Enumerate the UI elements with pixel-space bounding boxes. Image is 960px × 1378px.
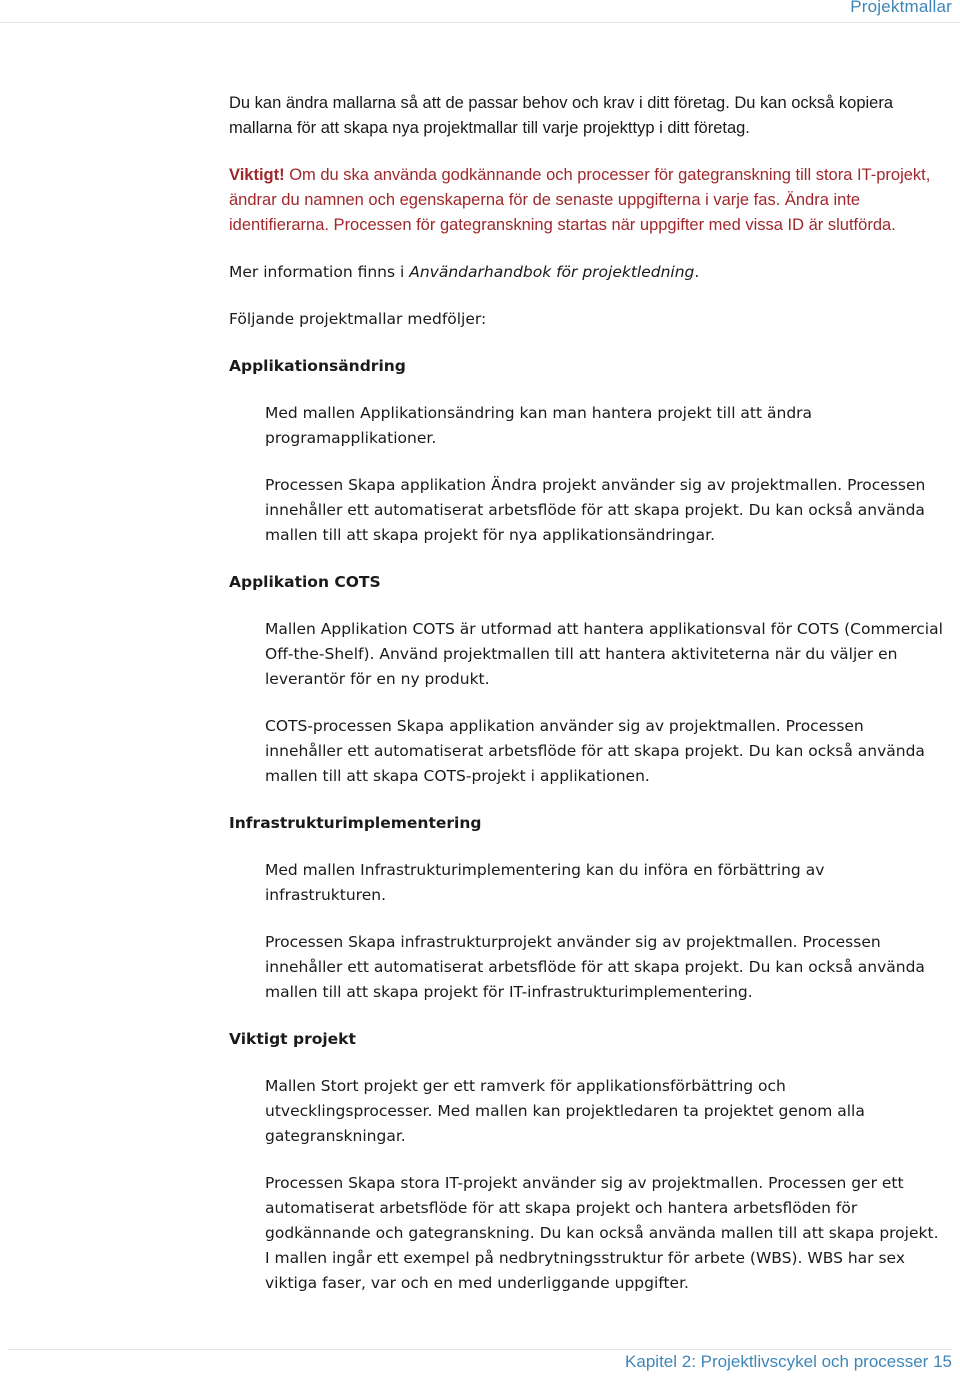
- manual-title: Användarhandbok för projektledning: [409, 263, 695, 281]
- running-footer: [625, 1352, 952, 1372]
- page-number: 15: [933, 1352, 952, 1371]
- following-paragraph: Följande projektmallar medföljer:: [229, 310, 487, 328]
- warning-label: Viktigt!: [229, 166, 285, 184]
- more-info-suffix: .: [694, 263, 700, 281]
- header-rule: [0, 22, 960, 23]
- section-heading: Applikationsändring: [229, 357, 406, 375]
- more-info-prefix: Mer information finns i: [229, 263, 410, 281]
- footer-rule: [8, 1349, 952, 1350]
- warning-text: Om du ska använda godkännande och processer för gategranskning till stora IT-projekt, ändrar du namnen och egenskaperna för de senaste uppgifterna i varje fas. Ändra inte identifierarna. Processen för gategranskning startas när uppgifter med vissa ID är slutförda.: [229, 166, 931, 234]
- running-header: Projektmallar: [850, 0, 952, 16]
- section-heading: Applikation COTS: [229, 573, 381, 591]
- section-paragraph: Med mallen Applikationsändring kan man hantera projekt till att ändra programapplikationer.: [265, 404, 813, 447]
- section-heading: Infrastrukturimplementering: [229, 814, 482, 832]
- chapter-title: Kapitel 2: Projektlivscykel och processer: [625, 1352, 929, 1371]
- section-heading: Viktigt projekt: [229, 1030, 356, 1048]
- section-paragraph: Mallen Applikation COTS är utformad att hantera applikationsval för COTS (Commercial Off-the-Shelf). Använd projektmallen till att hantera aktiviteterna när du väljer en leverantör för en ny produkt.: [265, 620, 943, 688]
- more-info-paragraph: [229, 260, 944, 285]
- section-paragraph: Processen Skapa stora IT-projekt använder sig av projektmallen. Processen ger ett automatiserat arbetsflöde för att skapa projekt och hantera arbetsflöden för godkännande och gategranskning. Du kan också använda mallen till att skapa projekt. I mallen ingår ett exempel på nedbrytningsstruktur för arbete (WBS). WBS har sex viktiga faser, var och en med underliggande uppgifter.: [265, 1174, 939, 1292]
- section-paragraph: Processen Skapa applikation Ändra projekt använder sig av projektmallen. Processen innehåller ett automatiserat arbetsflöde för att skapa projekt. Du kan också använda mallen till att skapa projekt för nya applikationsändringar.: [265, 476, 926, 544]
- warning-paragraph: [229, 163, 944, 238]
- section-paragraph: Mallen Stort projekt ger ett ramverk för applikationsförbättring och utvecklingsprocesser. Med mallen kan projektledaren ta projektet genom alla gategranskningar.: [265, 1077, 865, 1145]
- section-paragraph: Processen Skapa infrastrukturprojekt använder sig av projektmallen. Processen innehåller ett automatiserat arbetsflöde för att skapa projekt. Du kan också använda mallen till att skapa projekt för IT-infrastrukturimplementering.: [265, 933, 925, 1001]
- intro-paragraph: Du kan ändra mallarna så att de passar behov och krav i ditt företag. Du kan också kopiera mallarna för att skapa nya projektmallar till varje projekttyp i ditt företag.: [229, 94, 894, 137]
- section-paragraph: COTS-processen Skapa applikation använder sig av projektmallen. Processen innehåller ett automatiserat arbetsflöde för att skapa projekt. Du kan också använda mallen till att skapa COTS-projekt i applikationen.: [265, 717, 925, 785]
- page-body: [229, 91, 944, 1296]
- section-paragraph: Med mallen Infrastrukturimplementering kan du införa en förbättring av infrastrukturen.: [265, 861, 825, 904]
